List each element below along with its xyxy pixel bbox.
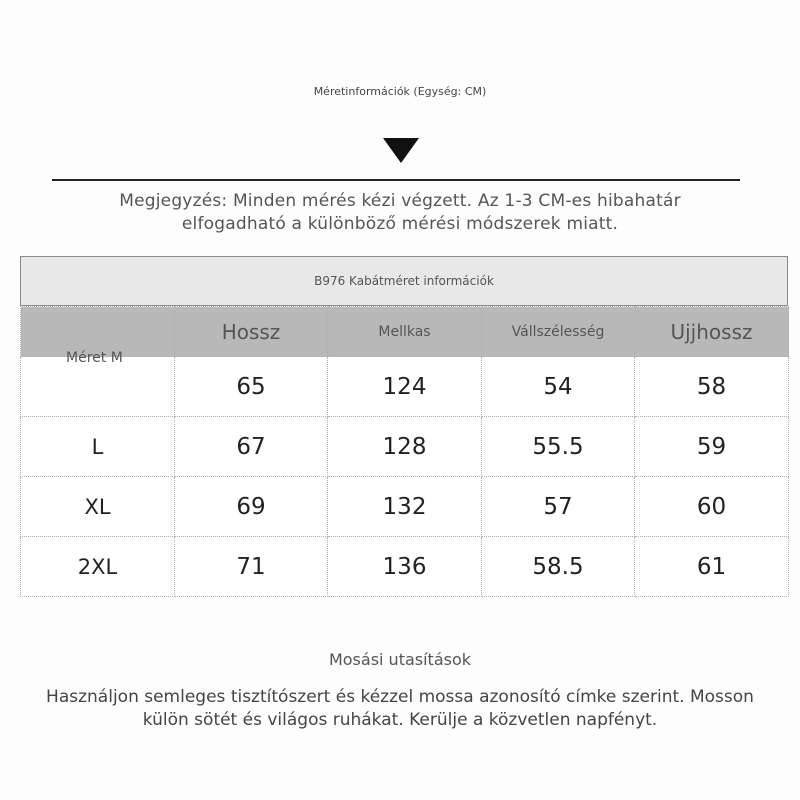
chest-cell: 124 <box>328 357 482 417</box>
sleeve-cell: 59 <box>635 417 789 477</box>
sleeve-cell: 60 <box>635 477 789 537</box>
table-caption: B976 Kabátméret információk <box>20 256 788 306</box>
column-header-sleeve: Ujjhossz <box>635 307 789 357</box>
measurement-note <box>60 190 740 236</box>
size-table <box>20 306 789 597</box>
size-cell: L <box>21 417 175 477</box>
table-row <box>21 477 789 537</box>
down-arrow-icon <box>383 138 419 163</box>
length-cell: 71 <box>175 537 328 597</box>
size-m-label: Méret M <box>66 350 123 366</box>
chest-cell: 132 <box>328 477 482 537</box>
size-info-title: Méretinformációk (Egység: CM) <box>313 85 487 98</box>
washing-title: Mosási utasítások <box>328 650 472 669</box>
column-header-length: Hossz <box>175 307 328 357</box>
table-row <box>21 357 789 417</box>
shoulder-cell: 55.5 <box>482 417 635 477</box>
washing-line-2: külön sötét és világos ruhákat. Kerülje a közvetlen napfényt. <box>142 710 658 730</box>
column-header-chest: Mellkas <box>328 307 482 357</box>
size-table-container <box>20 256 788 597</box>
shoulder-cell: 54 <box>482 357 635 417</box>
column-header-size <box>21 307 175 357</box>
sleeve-cell: 58 <box>635 357 789 417</box>
table-row <box>21 417 789 477</box>
column-header-shoulder: Vállszélesség <box>482 307 635 357</box>
divider <box>52 179 740 181</box>
size-cell: XL <box>21 477 175 537</box>
sleeve-cell: 61 <box>635 537 789 597</box>
note-line-2: elfogadható a különböző mérési módszerek miatt. <box>181 214 619 234</box>
washing-line-1: Használjon semleges tisztítószert és kézzel mossa azonosító címke szerint. Mosson <box>46 687 754 707</box>
note-line-1: Megjegyzés: Minden mérés kézi végzett. Az 1-3 CM-es hibahatár <box>119 191 681 211</box>
table-row <box>21 537 789 597</box>
shoulder-cell: 57 <box>482 477 635 537</box>
chest-cell: 128 <box>328 417 482 477</box>
length-cell: 65 <box>175 357 328 417</box>
shoulder-cell: 58.5 <box>482 537 635 597</box>
washing-instructions <box>30 686 770 732</box>
table-header-row <box>21 307 789 357</box>
chest-cell: 136 <box>328 537 482 597</box>
length-cell: 69 <box>175 477 328 537</box>
length-cell: 67 <box>175 417 328 477</box>
size-cell: 2XL <box>21 537 175 597</box>
